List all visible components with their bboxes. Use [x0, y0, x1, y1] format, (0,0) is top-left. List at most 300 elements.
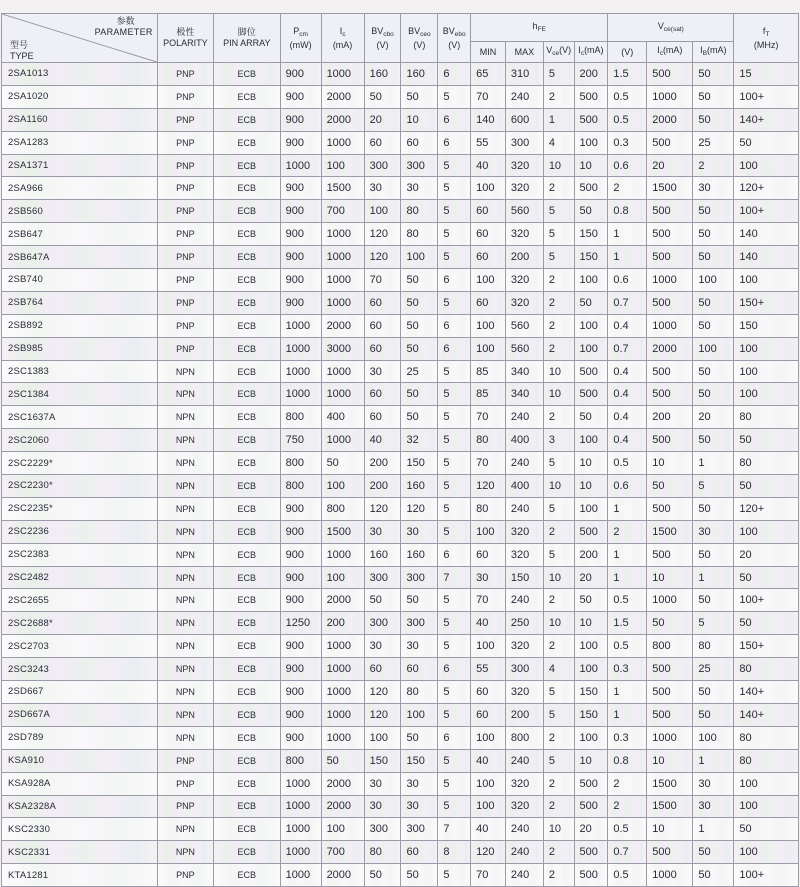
- pcm-cell: 900: [280, 269, 321, 292]
- bvceo-cell: 32: [401, 429, 438, 452]
- hfe-max-cell: 250: [505, 612, 543, 635]
- table-row: [2, 223, 799, 246]
- ft-cell: 50: [734, 429, 799, 452]
- ft-cell: 140+: [734, 681, 799, 704]
- bvebo-cell: 5: [438, 749, 471, 772]
- hfe-ic-cell: 150: [574, 681, 608, 704]
- pcm-cell: 1000: [280, 337, 321, 360]
- hfe-ic-cell: 100: [574, 269, 608, 292]
- bvceo-cell: 50: [401, 864, 438, 887]
- vcesat-ib-cell: 50: [693, 291, 734, 314]
- pin-array-cell: ECB: [214, 131, 281, 154]
- table-row: [2, 131, 799, 154]
- pin-array-cell: ECB: [214, 291, 281, 314]
- hfe-min-cell: 100: [471, 726, 506, 749]
- vcesat-v-cell: 0.4: [608, 406, 647, 429]
- pin-array-header: 脚位 PIN ARRAY: [214, 14, 281, 63]
- ic-cell: 1500: [321, 177, 364, 200]
- hfe-ic-cell: 10: [574, 154, 608, 177]
- hfe-ic-cell: 500: [574, 85, 608, 108]
- pcm-cell: 900: [280, 635, 321, 658]
- ft-cell: 120+: [734, 177, 799, 200]
- vcesat-ib-cell: 50: [693, 360, 734, 383]
- pcm-cell: 1250: [280, 612, 321, 635]
- bvceo-cell: 50: [401, 726, 438, 749]
- hfe-ic-cell: 500: [574, 772, 608, 795]
- bvebo-cell: 6: [438, 108, 471, 131]
- bvcbo-cell: 20: [364, 108, 401, 131]
- ic-cell: 100: [321, 818, 364, 841]
- ic-cell: 1000: [321, 658, 364, 681]
- type-cell: 2SC2703: [2, 635, 158, 658]
- bvcbo-cell: 80: [364, 841, 401, 864]
- vcesat-v-cell: 0.4: [608, 429, 647, 452]
- table-row: [2, 864, 799, 887]
- bvceo-cell: 60: [401, 658, 438, 681]
- pcm-cell: 900: [280, 589, 321, 612]
- bvebo-cell: 5: [438, 360, 471, 383]
- pin-array-cell: ECB: [214, 108, 281, 131]
- bvcbo-cell: 60: [364, 406, 401, 429]
- pin-array-cell: ECB: [214, 269, 281, 292]
- hfe-min-cell: 70: [471, 589, 506, 612]
- hfe-ic-cell: 10: [574, 749, 608, 772]
- bvcbo-cell: 60: [364, 383, 401, 406]
- table-row: [2, 681, 799, 704]
- pin-array-cell: ECB: [214, 543, 281, 566]
- bvceo-cell: 25: [401, 360, 438, 383]
- vcesat-ic-cell: 500: [647, 543, 693, 566]
- hfe-max-cell: 320: [505, 177, 543, 200]
- type-cell: 2SC2230*: [2, 475, 158, 498]
- hfe-vce-cell: 5: [543, 452, 574, 475]
- hfe-ic-cell: 100: [574, 658, 608, 681]
- hfe-vce-cell: 5: [543, 63, 574, 86]
- vcesat-ic-cell: 500: [647, 63, 693, 86]
- hfe-ic-cell: 500: [574, 864, 608, 887]
- vcesat-ib-cell: 5: [693, 612, 734, 635]
- hfe-min-cell: 60: [471, 291, 506, 314]
- hfe-vce-cell: 2: [543, 772, 574, 795]
- table-row: [2, 429, 799, 452]
- hfe-min-cell: 100: [471, 795, 506, 818]
- hfe-min-cell: 80: [471, 497, 506, 520]
- pin-array-cell: ECB: [214, 566, 281, 589]
- pin-array-cell: ECB: [214, 200, 281, 223]
- polarity-cell: NPN: [157, 406, 213, 429]
- vcesat-ic-cell: 1000: [647, 314, 693, 337]
- hfe-max-cell: 320: [505, 772, 543, 795]
- vcesat-ib-cell: 30: [693, 795, 734, 818]
- vcesat-ic-cell: 1500: [647, 772, 693, 795]
- polarity-cell: NPN: [157, 589, 213, 612]
- bvceo-cell: 30: [401, 772, 438, 795]
- hfe-min-cell: 100: [471, 269, 506, 292]
- polarity-cell: NPN: [157, 818, 213, 841]
- ic-cell: 2000: [321, 85, 364, 108]
- hfe-min-cell: 40: [471, 818, 506, 841]
- vcesat-ib-cell: 100: [693, 726, 734, 749]
- bvcbo-cell: 30: [364, 795, 401, 818]
- polarity-cell: NPN: [157, 360, 213, 383]
- vcesat-v-cell: 0.5: [608, 452, 647, 475]
- hfe-max-cell: 200: [505, 246, 543, 269]
- hfe-vce-cell: 2: [543, 520, 574, 543]
- bvcbo-cell: 50: [364, 864, 401, 887]
- hfe-vce-cell: 2: [543, 864, 574, 887]
- ft-cell: 100: [734, 841, 799, 864]
- hfe-min-cell: 80: [471, 429, 506, 452]
- hfe-min-cell: 100: [471, 177, 506, 200]
- vcesat-v-cell: 0.8: [608, 749, 647, 772]
- vcesat-v-cell: 1.5: [608, 612, 647, 635]
- hfe-max-cell: 200: [505, 703, 543, 726]
- vcesat-ib-cell: 30: [693, 772, 734, 795]
- bvebo-cell: 5: [438, 703, 471, 726]
- pin-array-cell: ECB: [214, 223, 281, 246]
- vcesat-ib-cell: 50: [693, 63, 734, 86]
- hfe-max-cell: 240: [505, 85, 543, 108]
- hfe-ic-header: $I_c(mA)$: [574, 42, 608, 63]
- polarity-cell: NPN: [157, 841, 213, 864]
- hfe-ic-cell: 100: [574, 314, 608, 337]
- ft-cell: 100: [734, 520, 799, 543]
- hfe-max-header: MAX: [505, 42, 543, 63]
- ic-cell: 100: [321, 566, 364, 589]
- vcesat-v-header: (V): [608, 42, 647, 63]
- table-row: [2, 406, 799, 429]
- parameter-label-en: PARAMETER: [94, 27, 153, 37]
- vcesat-ic-cell: 500: [647, 497, 693, 520]
- hfe-max-cell: 240: [505, 589, 543, 612]
- table-row: [2, 291, 799, 314]
- vcesat-v-cell: 0.6: [608, 154, 647, 177]
- ic-cell: 1000: [321, 703, 364, 726]
- hfe-min-cell: 70: [471, 452, 506, 475]
- type-cell: 2SA1013: [2, 63, 158, 86]
- type-cell: 2SC3243: [2, 658, 158, 681]
- hfe-vce-cell: 10: [543, 612, 574, 635]
- bvebo-header: $BV_{ebo}$ (V): [438, 14, 471, 63]
- type-cell: 2SB764: [2, 291, 158, 314]
- hfe-max-cell: 320: [505, 223, 543, 246]
- polarity-cell: NPN: [157, 726, 213, 749]
- polarity-cell: NPN: [157, 681, 213, 704]
- hfe-min-cell: 30: [471, 566, 506, 589]
- ft-cell: 100+: [734, 85, 799, 108]
- bvebo-cell: 6: [438, 131, 471, 154]
- pcm-cell: 750: [280, 429, 321, 452]
- vcesat-ic-cell: 1500: [647, 177, 693, 200]
- table-row: [2, 841, 799, 864]
- table-row: [2, 520, 799, 543]
- ic-cell: 2000: [321, 314, 364, 337]
- bvceo-cell: 10: [401, 108, 438, 131]
- hfe-ic-cell: 10: [574, 475, 608, 498]
- ic-cell: 50: [321, 749, 364, 772]
- vcesat-ic-cell: 500: [647, 383, 693, 406]
- hfe-max-cell: 150: [505, 566, 543, 589]
- vcesat-v-cell: 0.7: [608, 337, 647, 360]
- bvcbo-cell: 300: [364, 154, 401, 177]
- vcesat-ib-cell: 50: [693, 703, 734, 726]
- vcesat-ic-cell: 50: [647, 612, 693, 635]
- bvebo-cell: 7: [438, 818, 471, 841]
- pin-array-cell: ECB: [214, 726, 281, 749]
- hfe-min-cell: 55: [471, 658, 506, 681]
- table-row: [2, 383, 799, 406]
- polarity-cell: PNP: [157, 337, 213, 360]
- hfe-ic-cell: 500: [574, 360, 608, 383]
- ft-cell: 150: [734, 314, 799, 337]
- hfe-min-cell: 60: [471, 543, 506, 566]
- ft-cell: 50: [734, 131, 799, 154]
- type-cell: 2SC2060: [2, 429, 158, 452]
- pin-array-cell: ECB: [214, 337, 281, 360]
- hfe-vce-cell: 2: [543, 177, 574, 200]
- hfe-min-cell: 100: [471, 635, 506, 658]
- ft-cell: 50: [734, 612, 799, 635]
- pcm-cell: 800: [280, 406, 321, 429]
- vcesat-ic-cell: 500: [647, 681, 693, 704]
- polarity-cell: PNP: [157, 795, 213, 818]
- hfe-ic-cell: 10: [574, 452, 608, 475]
- hfe-min-cell: 100: [471, 314, 506, 337]
- pin-array-cell: ECB: [214, 475, 281, 498]
- hfe-max-cell: 300: [505, 131, 543, 154]
- type-cell: KSC2330: [2, 818, 158, 841]
- type-cell: 2SA1160: [2, 108, 158, 131]
- pin-array-cell: ECB: [214, 612, 281, 635]
- type-cell: 2SD667A: [2, 703, 158, 726]
- bvceo-cell: 160: [401, 543, 438, 566]
- vcesat-ib-cell: 100: [693, 269, 734, 292]
- bvcbo-cell: 60: [364, 314, 401, 337]
- vcesat-ib-cell: 50: [693, 108, 734, 131]
- bvebo-cell: 5: [438, 520, 471, 543]
- vcesat-v-cell: 0.5: [608, 864, 647, 887]
- bvceo-cell: 50: [401, 85, 438, 108]
- ft-cell: 50: [734, 818, 799, 841]
- bvceo-cell: 120: [401, 497, 438, 520]
- bvceo-cell: 300: [401, 566, 438, 589]
- hfe-ic-cell: 500: [574, 108, 608, 131]
- ft-cell: 80: [734, 749, 799, 772]
- ft-cell: 100: [734, 772, 799, 795]
- vcesat-ic-cell: 1500: [647, 520, 693, 543]
- ft-cell: 80: [734, 452, 799, 475]
- hfe-vce-cell: 1: [543, 108, 574, 131]
- polarity-cell: NPN: [157, 658, 213, 681]
- vcesat-ic-cell: 500: [647, 131, 693, 154]
- hfe-max-cell: 240: [505, 818, 543, 841]
- vcesat-v-cell: 0.5: [608, 635, 647, 658]
- bvceo-header: $BV_{ceo}$ (V): [401, 14, 438, 63]
- bvceo-cell: 30: [401, 177, 438, 200]
- corner-header-cell: [2, 14, 158, 63]
- hfe-min-cell: 85: [471, 383, 506, 406]
- bvcbo-cell: 300: [364, 566, 401, 589]
- vcesat-ic-cell: 500: [647, 841, 693, 864]
- vcesat-v-cell: 0.5: [608, 85, 647, 108]
- ic-cell: 1000: [321, 681, 364, 704]
- ic-cell: 1000: [321, 635, 364, 658]
- bvebo-cell: 5: [438, 429, 471, 452]
- vcesat-ic-cell: 500: [647, 200, 693, 223]
- vcesat-ib-cell: 50: [693, 543, 734, 566]
- hfe-vce-cell: 2: [543, 635, 574, 658]
- vcesat-v-cell: 0.4: [608, 383, 647, 406]
- bvebo-cell: 5: [438, 291, 471, 314]
- bvebo-cell: 5: [438, 452, 471, 475]
- type-cell: KSA928A: [2, 772, 158, 795]
- vcesat-ic-cell: 2000: [647, 337, 693, 360]
- table-row: [2, 360, 799, 383]
- hfe-ic-cell: 150: [574, 246, 608, 269]
- ic-cell: 1000: [321, 131, 364, 154]
- hfe-max-cell: 400: [505, 429, 543, 452]
- bvcbo-cell: 60: [364, 658, 401, 681]
- type-cell: 2SC1383: [2, 360, 158, 383]
- hfe-ic-cell: 100: [574, 429, 608, 452]
- pcm-cell: 800: [280, 475, 321, 498]
- bvceo-cell: 300: [401, 818, 438, 841]
- ic-cell: 1000: [321, 246, 364, 269]
- vcesat-ib-cell: 50: [693, 864, 734, 887]
- vcesat-ic-cell: 10: [647, 749, 693, 772]
- hfe-ic-cell: 500: [574, 383, 608, 406]
- bvcbo-cell: 160: [364, 543, 401, 566]
- vcesat-ic-header: $I_c(mA)$: [647, 42, 693, 63]
- ic-cell: 200: [321, 612, 364, 635]
- pcm-cell: 900: [280, 131, 321, 154]
- polarity-cell: PNP: [157, 223, 213, 246]
- bvebo-cell: 6: [438, 658, 471, 681]
- vcesat-v-cell: 0.3: [608, 726, 647, 749]
- bvcbo-cell: 50: [364, 589, 401, 612]
- pcm-cell: 900: [280, 246, 321, 269]
- table-row: [2, 85, 799, 108]
- bvceo-cell: 80: [401, 200, 438, 223]
- pcm-cell: 800: [280, 749, 321, 772]
- pin-array-cell: ECB: [214, 841, 281, 864]
- hfe-vce-cell: 5: [543, 681, 574, 704]
- bvebo-cell: 5: [438, 864, 471, 887]
- vcesat-ib-cell: 30: [693, 520, 734, 543]
- vcesat-v-cell: 2: [608, 772, 647, 795]
- ft-header: $f_T$ (MHz): [734, 14, 799, 63]
- pcm-cell: 900: [280, 223, 321, 246]
- ft-cell: 20: [734, 543, 799, 566]
- bvceo-cell: 30: [401, 520, 438, 543]
- table-row: [2, 314, 799, 337]
- vcesat-ic-cell: 500: [647, 658, 693, 681]
- type-cell: KSC2331: [2, 841, 158, 864]
- pin-array-cell: ECB: [214, 818, 281, 841]
- vcesat-v-cell: 1: [608, 497, 647, 520]
- hfe-min-cell: 65: [471, 63, 506, 86]
- vcesat-v-cell: 0.3: [608, 658, 647, 681]
- hfe-vce-cell: 4: [543, 131, 574, 154]
- bvcbo-header: $BV_{cbo}$ (V): [364, 14, 401, 63]
- bvceo-cell: 160: [401, 475, 438, 498]
- bvcbo-cell: 100: [364, 200, 401, 223]
- pin-array-cell: ECB: [214, 864, 281, 887]
- type-cell: 2SA966: [2, 177, 158, 200]
- hfe-min-cell: 100: [471, 520, 506, 543]
- bvceo-cell: 50: [401, 314, 438, 337]
- type-cell: 2SA1283: [2, 131, 158, 154]
- hfe-max-cell: 300: [505, 658, 543, 681]
- vcesat-v-cell: 0.8: [608, 200, 647, 223]
- ft-cell: 120+: [734, 497, 799, 520]
- ic-cell: 50: [321, 452, 364, 475]
- hfe-vce-cell: 5: [543, 246, 574, 269]
- hfe-min-header: MIN: [471, 42, 506, 63]
- ic-cell: 1000: [321, 726, 364, 749]
- vcesat-v-cell: 0.5: [608, 818, 647, 841]
- polarity-cell: PNP: [157, 63, 213, 86]
- table-row: [2, 543, 799, 566]
- hfe-ic-cell: 500: [574, 841, 608, 864]
- hfe-min-cell: 60: [471, 223, 506, 246]
- hfe-min-cell: 60: [471, 246, 506, 269]
- bvebo-cell: 5: [438, 177, 471, 200]
- type-cell: 2SC2482: [2, 566, 158, 589]
- vcesat-ic-cell: 10: [647, 818, 693, 841]
- ic-cell: 1500: [321, 520, 364, 543]
- ft-cell: 100: [734, 269, 799, 292]
- hfe-ic-cell: 200: [574, 63, 608, 86]
- hfe-ic-cell: 10: [574, 612, 608, 635]
- polarity-cell: NPN: [157, 543, 213, 566]
- bvcbo-cell: 60: [364, 131, 401, 154]
- table-row: [2, 200, 799, 223]
- pcm-cell: 900: [280, 726, 321, 749]
- bvcbo-cell: 120: [364, 703, 401, 726]
- vcesat-ic-cell: 800: [647, 635, 693, 658]
- vcesat-ib-cell: 50: [693, 200, 734, 223]
- ic-cell: 800: [321, 497, 364, 520]
- bvceo-cell: 50: [401, 383, 438, 406]
- pcm-cell: 1000: [280, 360, 321, 383]
- pcm-cell: 900: [280, 177, 321, 200]
- bvceo-cell: 160: [401, 63, 438, 86]
- pin-array-cell: ECB: [214, 635, 281, 658]
- vcesat-ic-cell: 1000: [647, 269, 693, 292]
- vcesat-ib-header: $I_B(mA)$: [693, 42, 734, 63]
- vcesat-ib-cell: 50: [693, 223, 734, 246]
- hfe-max-cell: 240: [505, 452, 543, 475]
- ft-cell: 100: [734, 383, 799, 406]
- polarity-cell: NPN: [157, 612, 213, 635]
- type-cell: KTA1281: [2, 864, 158, 887]
- ic-cell: 1000: [321, 63, 364, 86]
- hfe-max-cell: 320: [505, 543, 543, 566]
- table-row: [2, 177, 799, 200]
- hfe-vce-cell: 2: [543, 841, 574, 864]
- polarity-cell: NPN: [157, 452, 213, 475]
- hfe-ic-cell: 20: [574, 818, 608, 841]
- bvcbo-cell: 120: [364, 497, 401, 520]
- ic-cell: 1000: [321, 269, 364, 292]
- ft-cell: 100+: [734, 864, 799, 887]
- vcesat-ic-cell: 500: [647, 246, 693, 269]
- bvcbo-cell: 40: [364, 429, 401, 452]
- pin-array-cell: ECB: [214, 429, 281, 452]
- bvcbo-cell: 200: [364, 452, 401, 475]
- pin-array-cell: ECB: [214, 246, 281, 269]
